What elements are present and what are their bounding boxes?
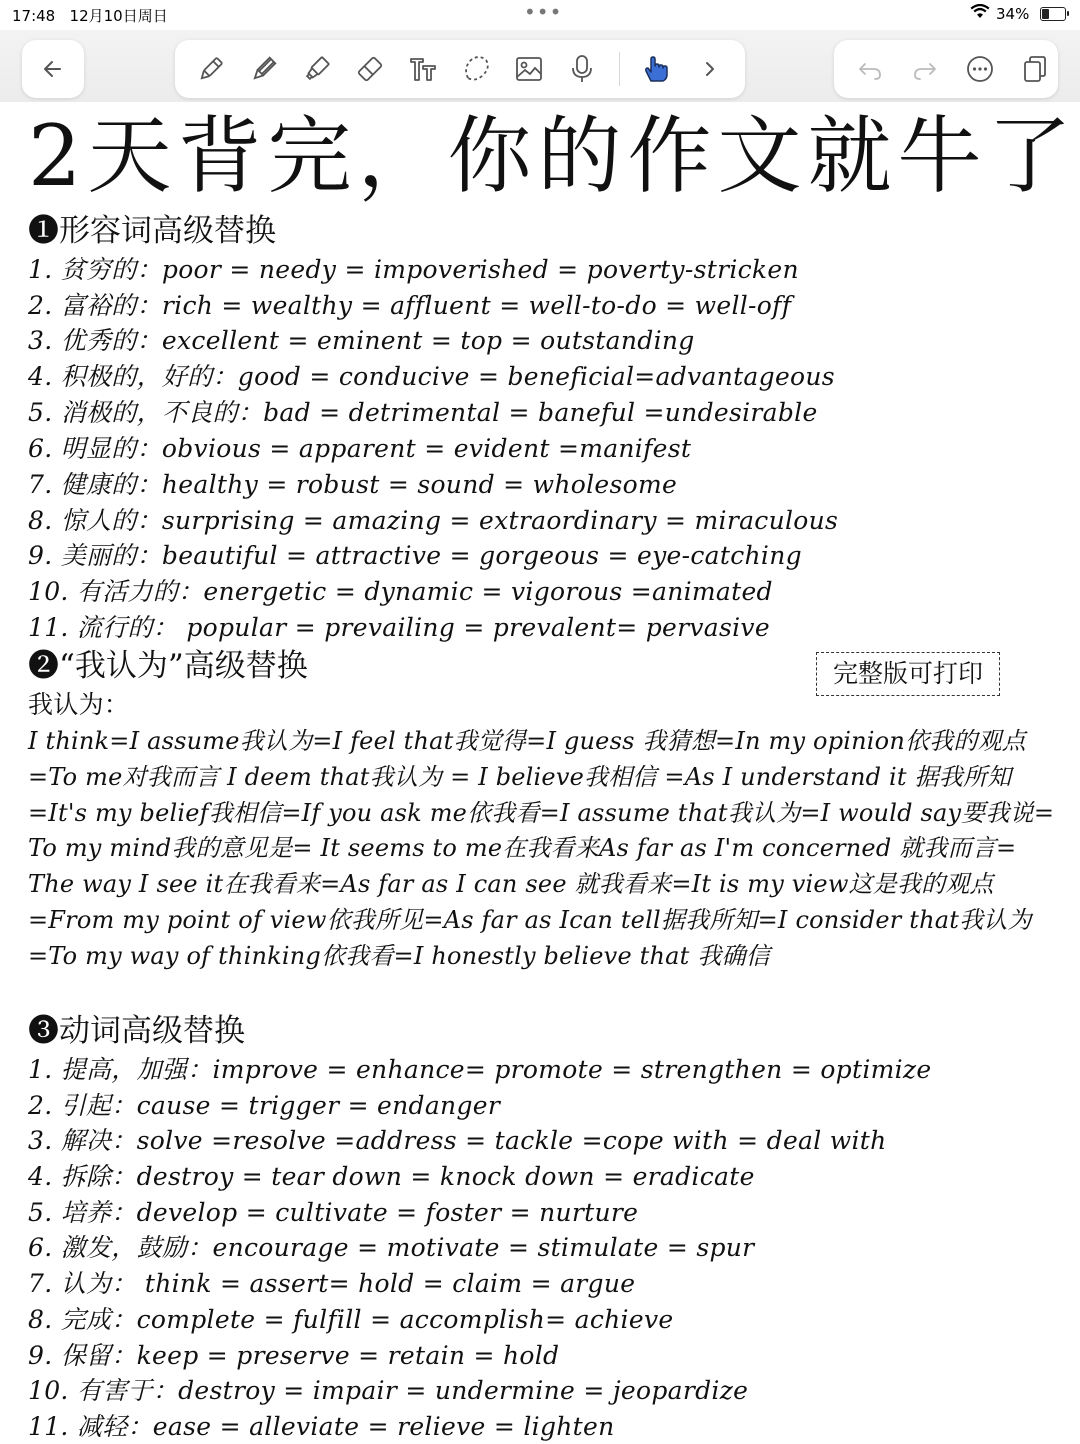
section1-line: 1. 贫穷的：poor = needy = impoverished = poverty-stricken: [28, 255, 799, 284]
pages-icon[interactable]: [1019, 53, 1051, 85]
page-title: 2天背完，你的作文就牛了: [28, 107, 1078, 205]
section1-line: 5. 消极的，不良的：bad = detrimental = baneful =undesirable: [28, 398, 818, 427]
status-bar: [0, 0, 1080, 30]
chevron-right-icon[interactable]: [694, 53, 726, 85]
section3-line: 3. 解决：solve =resolve =address = tackle =cope with = deal with: [28, 1126, 887, 1155]
section1-line: 11. 流行的： popular = prevailing = prevalent= pervasive: [28, 613, 770, 642]
image-icon[interactable]: [513, 53, 545, 85]
status-date: 12月10日周日: [69, 7, 168, 25]
highlighter-icon[interactable]: [301, 53, 333, 85]
back-arrow-icon[interactable]: [37, 53, 69, 85]
section1-heading: ❶形容词高级替换: [28, 213, 276, 249]
section3-line: 4. 拆除：destroy = tear down = knock down = eradicate: [28, 1162, 755, 1191]
section2-heading: ❷“我认为”高级替换: [28, 648, 308, 684]
text-icon[interactable]: [407, 53, 439, 85]
wifi-icon: [970, 4, 990, 24]
battery-percent: 34%: [996, 5, 1030, 23]
eraser-icon[interactable]: [354, 53, 386, 85]
section3-line: 8. 完成：complete = fulfill = accomplish= achieve: [28, 1305, 674, 1334]
section3-line: 6. 激发，鼓励：encourage = motivate = stimulate = spur: [28, 1233, 755, 1262]
section1-line: 7. 健康的：healthy = robust = sound = wholesome: [28, 470, 678, 499]
section3-line: 2. 引起：cause = trigger = endanger: [28, 1091, 501, 1120]
section1-line: 4. 积极的，好的：good = conducive = beneficial=advantageous: [28, 362, 835, 391]
section3-line: 5. 培养：develop = cultivate = foster = nurture: [28, 1198, 639, 1227]
section1-line: 9. 美丽的：beautiful = attractive = gorgeous = eye-catching: [28, 541, 802, 570]
microphone-icon[interactable]: [566, 53, 598, 85]
pencil-icon[interactable]: [248, 53, 280, 85]
battery-level-fill: [1042, 9, 1049, 19]
battery-icon: [1040, 7, 1066, 21]
more-icon[interactable]: [964, 53, 996, 85]
undo-icon[interactable]: [854, 53, 886, 85]
section3-line: 1. 提高，加强：improve = enhance= promote = strengthen = optimize: [28, 1055, 932, 1084]
battery-cap: [1067, 11, 1069, 16]
printable-label: 完整版可打印: [816, 652, 1000, 696]
multitasking-dots-icon[interactable]: •••: [524, 0, 563, 24]
section2-intro: 我认为：: [28, 690, 130, 719]
hand-touch-icon[interactable]: [641, 53, 673, 85]
note-canvas[interactable]: [0, 102, 1080, 1440]
section1-line: 8. 惊人的：surprising = amazing = extraordinary = miraculous: [28, 506, 839, 535]
status-time: 17:48 12月10日周日: [12, 7, 168, 25]
section1-line: 3. 优秀的：excellent = eminent = top = outstanding: [28, 326, 695, 355]
redo-icon[interactable]: [909, 53, 941, 85]
lasso-icon[interactable]: [460, 53, 492, 85]
section1-line: 2. 富裕的：rich = wealthy = affluent = well-to-do = well-off: [28, 291, 792, 320]
section1-line: 6. 明显的：obvious = apparent = evident =manifest: [28, 434, 692, 463]
document-actions-bar: [834, 40, 1058, 98]
section3-heading: ❸动词高级替换: [28, 1013, 245, 1049]
pen-icon[interactable]: [195, 53, 227, 85]
section3-line: 7. 认为： think = assert= hold = claim = argue: [28, 1269, 636, 1298]
section3-line: 10. 有害于：destroy = impair = undermine = jeopardize: [28, 1376, 749, 1405]
section3-line: 9. 保留：keep = preserve = retain = hold: [28, 1341, 560, 1370]
section2-paragraph: I think=I assume我认为=I feel that我觉得=I guess 我猜想=In my opinion依我的观点 =To me对我而言 I deem that我认为 = I believe我相信 =As I understand it 据我所知=It's my belief我相信=If you ask me依我看=I assume that我认为=I would say要我说= To my mind我的意见是= It seems to me在我看来As far as I'm concerned 就我而言= The way I see it在我看来=As far as I can see 就我看来=It is my view这是我的观点=From my point of view依我所见=As far as Ican tell据我所知=I consider that我认为=To my way of thinking依我看=I honestly believe that 我确信: [28, 727, 1055, 970]
section3-line: 11. 减轻：ease = alleviate = relieve = lighten: [28, 1412, 615, 1441]
toolbar-divider: [619, 52, 620, 86]
back-button[interactable]: [22, 40, 84, 98]
section1-line: 10. 有活力的：energetic = dynamic = vigorous =animated: [28, 577, 773, 606]
drawing-tools-bar: [175, 40, 745, 98]
